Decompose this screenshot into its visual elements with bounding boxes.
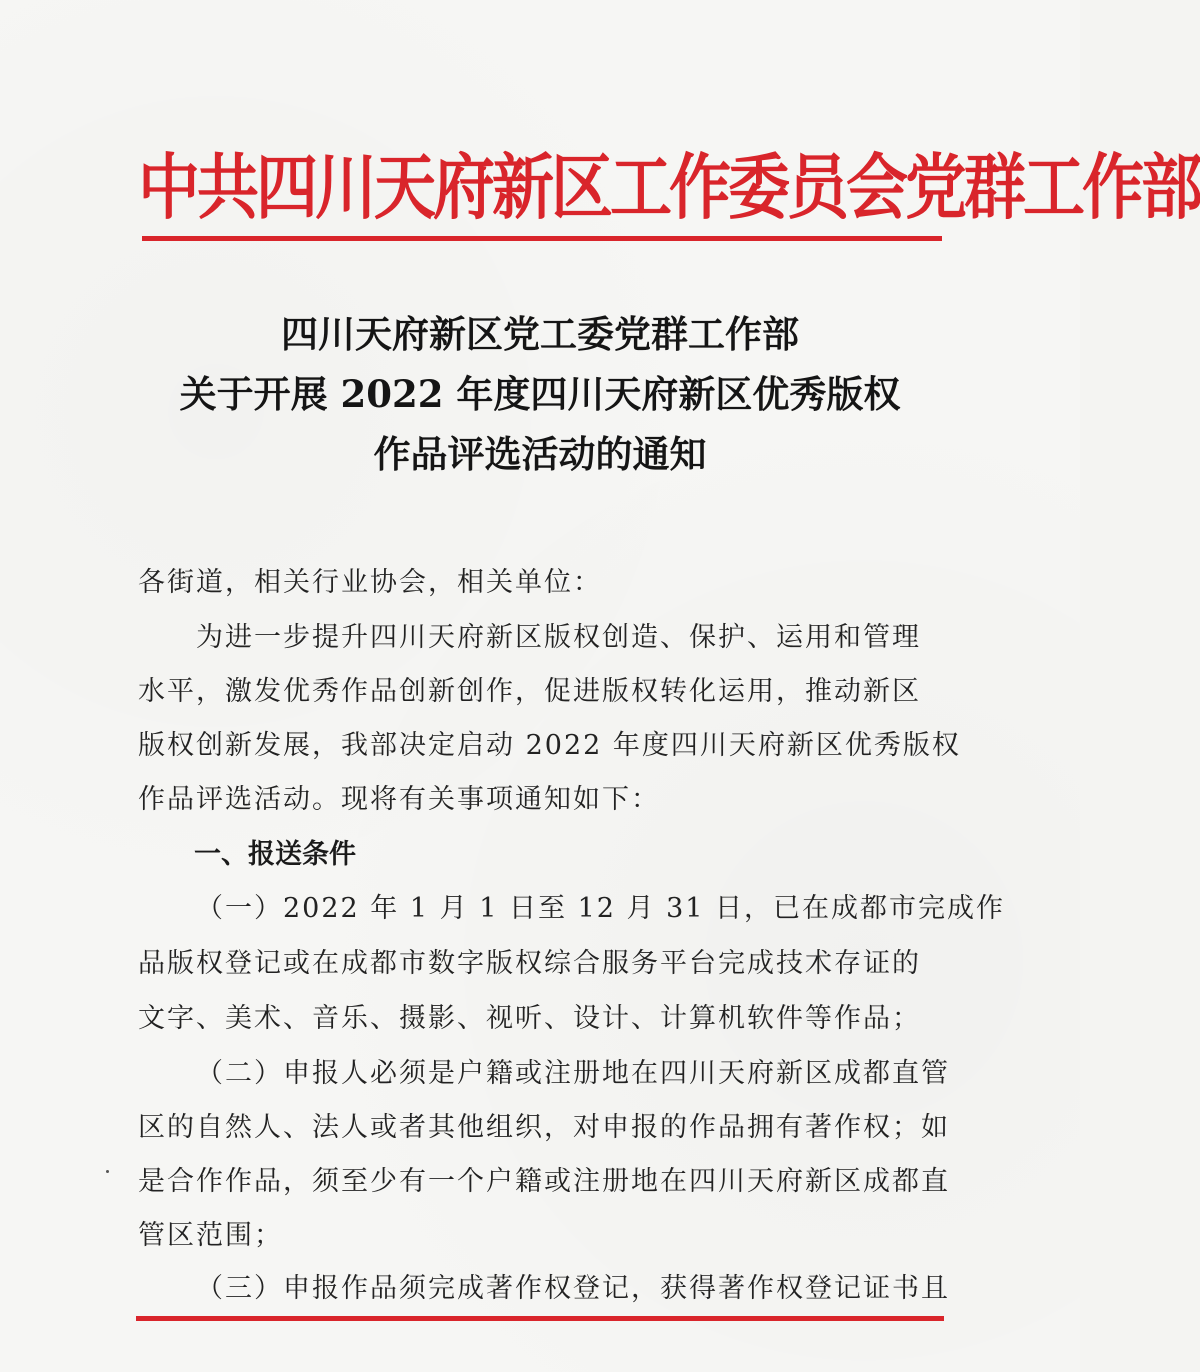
document-title-line-3: 作品评选活动的通知	[373, 432, 707, 476]
footer-red-rule	[136, 1316, 944, 1321]
intro-line-4: 作品评选活动。现将有关事项通知如下：	[138, 784, 660, 815]
document-title-line-2: 关于开展 2022 年度四川天府新区优秀版权	[179, 372, 901, 416]
intro-line-2: 水平，激发优秀作品创新创作，促进版权转化运用，推动新区	[138, 676, 921, 707]
letterhead-title: 中共四川天府新区工作委员会党群工作部	[138, 145, 1200, 230]
letterhead-red-rule	[142, 236, 942, 241]
clause-1-line-3: 文字、美术、音乐、摄影、视听、设计、计算机软件等作品；	[138, 1003, 921, 1034]
clause-1-line-1: （一）2022 年 1 月 1 日至 12 月 31 日，已在成都市完成作	[196, 893, 1006, 924]
clause-2-line-1: （二）申报人必须是户籍或注册地在四川天府新区成都直管	[196, 1058, 950, 1089]
intro-line-3: 版权创新发展，我部决定启动 2022 年度四川天府新区优秀版权	[138, 730, 961, 761]
salutation: 各街道，相关行业协会，相关单位：	[138, 567, 602, 598]
clause-2-line-2: 区的自然人、法人或者其他组织，对申报的作品拥有著作权；如	[138, 1112, 950, 1143]
clause-1-line-2: 品版权登记或在成都市数字版权综合服务平台完成技术存证的	[138, 948, 921, 979]
section-1-heading: 一、报送条件	[194, 839, 356, 870]
intro-line-1: 为进一步提升四川天府新区版权创造、保护、运用和管理	[196, 622, 921, 653]
clause-2-line-4: 管区范围；	[138, 1220, 283, 1251]
clause-3-line-1: （三）申报作品须完成著作权登记，获得著作权登记证书且	[196, 1273, 950, 1304]
scan-speck	[106, 1170, 109, 1173]
clause-2-line-3: 是合作作品，须至少有一个户籍或注册地在四川天府新区成都直	[138, 1166, 950, 1197]
document-title-line-1: 四川天府新区党工委党群工作部	[281, 312, 799, 356]
